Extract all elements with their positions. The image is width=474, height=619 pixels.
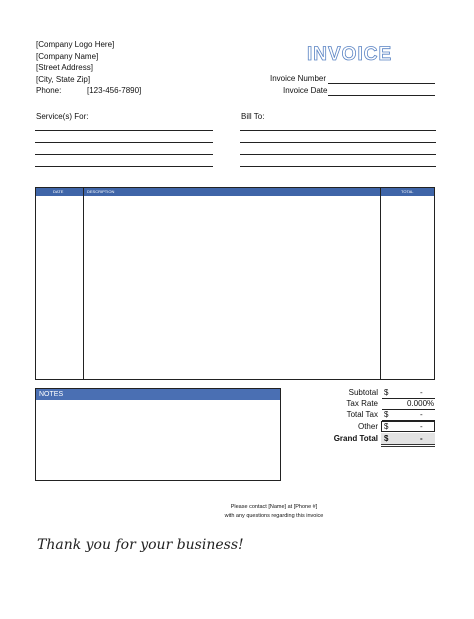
grand-total-currency: $ bbox=[384, 434, 389, 443]
other-label: Other bbox=[357, 422, 378, 431]
bill-to-line-1[interactable] bbox=[240, 130, 436, 131]
services-for-line-3[interactable] bbox=[35, 154, 213, 155]
total-column-cells[interactable] bbox=[381, 196, 435, 380]
subtotal-label: Subtotal bbox=[348, 388, 378, 397]
date-column-cells[interactable] bbox=[36, 196, 83, 380]
other-value: - bbox=[420, 422, 423, 431]
grand-total-double-underline bbox=[381, 444, 435, 447]
items-table bbox=[35, 187, 435, 380]
phone-value: [123-456-7890] bbox=[87, 86, 142, 95]
tax-rate-underline bbox=[382, 409, 435, 410]
grand-total-value: - bbox=[420, 434, 423, 443]
total-tax-currency: $ bbox=[384, 410, 389, 419]
company-street: [Street Address] bbox=[36, 63, 93, 72]
company-logo-placeholder: [Company Logo Here] bbox=[36, 40, 115, 49]
total-tax-value: - bbox=[420, 410, 423, 419]
bill-to-label: Bill To: bbox=[241, 112, 265, 121]
notes-label: NOTES bbox=[39, 391, 64, 398]
column-header-total: TOTAL bbox=[401, 189, 414, 194]
bill-to-line-3[interactable] bbox=[240, 154, 436, 155]
grand-total-field bbox=[381, 433, 435, 444]
company-city: [City, State Zip] bbox=[36, 75, 91, 84]
subtotal-currency: $ bbox=[384, 388, 389, 397]
items-table-header bbox=[36, 188, 434, 196]
tax-rate-value[interactable]: 0.000% bbox=[407, 399, 435, 408]
notes-box[interactable] bbox=[35, 388, 281, 481]
services-for-line-1[interactable] bbox=[35, 130, 213, 131]
grand-total-label: Grand Total bbox=[333, 434, 378, 443]
other-field[interactable] bbox=[381, 421, 435, 432]
company-name: [Company Name] bbox=[36, 52, 99, 61]
column-header-date: DATE bbox=[53, 189, 64, 194]
bill-to-line-4[interactable] bbox=[240, 166, 436, 167]
invoice-number-field[interactable] bbox=[328, 83, 435, 84]
bill-to-line-2[interactable] bbox=[240, 142, 436, 143]
services-for-line-4[interactable] bbox=[35, 166, 213, 167]
subtotal-value: - bbox=[420, 388, 423, 397]
notes-header bbox=[36, 389, 280, 400]
services-for-label: Service(s) For: bbox=[36, 112, 89, 121]
column-header-description: DESCRIPTION bbox=[87, 189, 115, 194]
invoice-title: INVOICE bbox=[307, 44, 393, 65]
tax-rate-label: Tax Rate bbox=[346, 399, 378, 408]
phone-label: Phone: bbox=[36, 86, 62, 95]
thank-you-message: Thank you for your business! bbox=[37, 537, 244, 553]
invoice-date-label: Invoice Date bbox=[283, 86, 328, 95]
contact-line-1: Please contact [Name] at [Phone #] bbox=[230, 504, 318, 510]
other-currency: $ bbox=[384, 422, 389, 431]
invoice-date-field[interactable] bbox=[328, 95, 435, 96]
invoice-number-label: Invoice Number bbox=[270, 74, 327, 83]
description-column-cells[interactable] bbox=[84, 196, 380, 380]
contact-line-2: with any questions regarding this invoice bbox=[224, 513, 324, 519]
total-tax-label: Total Tax bbox=[346, 410, 378, 419]
services-for-line-2[interactable] bbox=[35, 142, 213, 143]
